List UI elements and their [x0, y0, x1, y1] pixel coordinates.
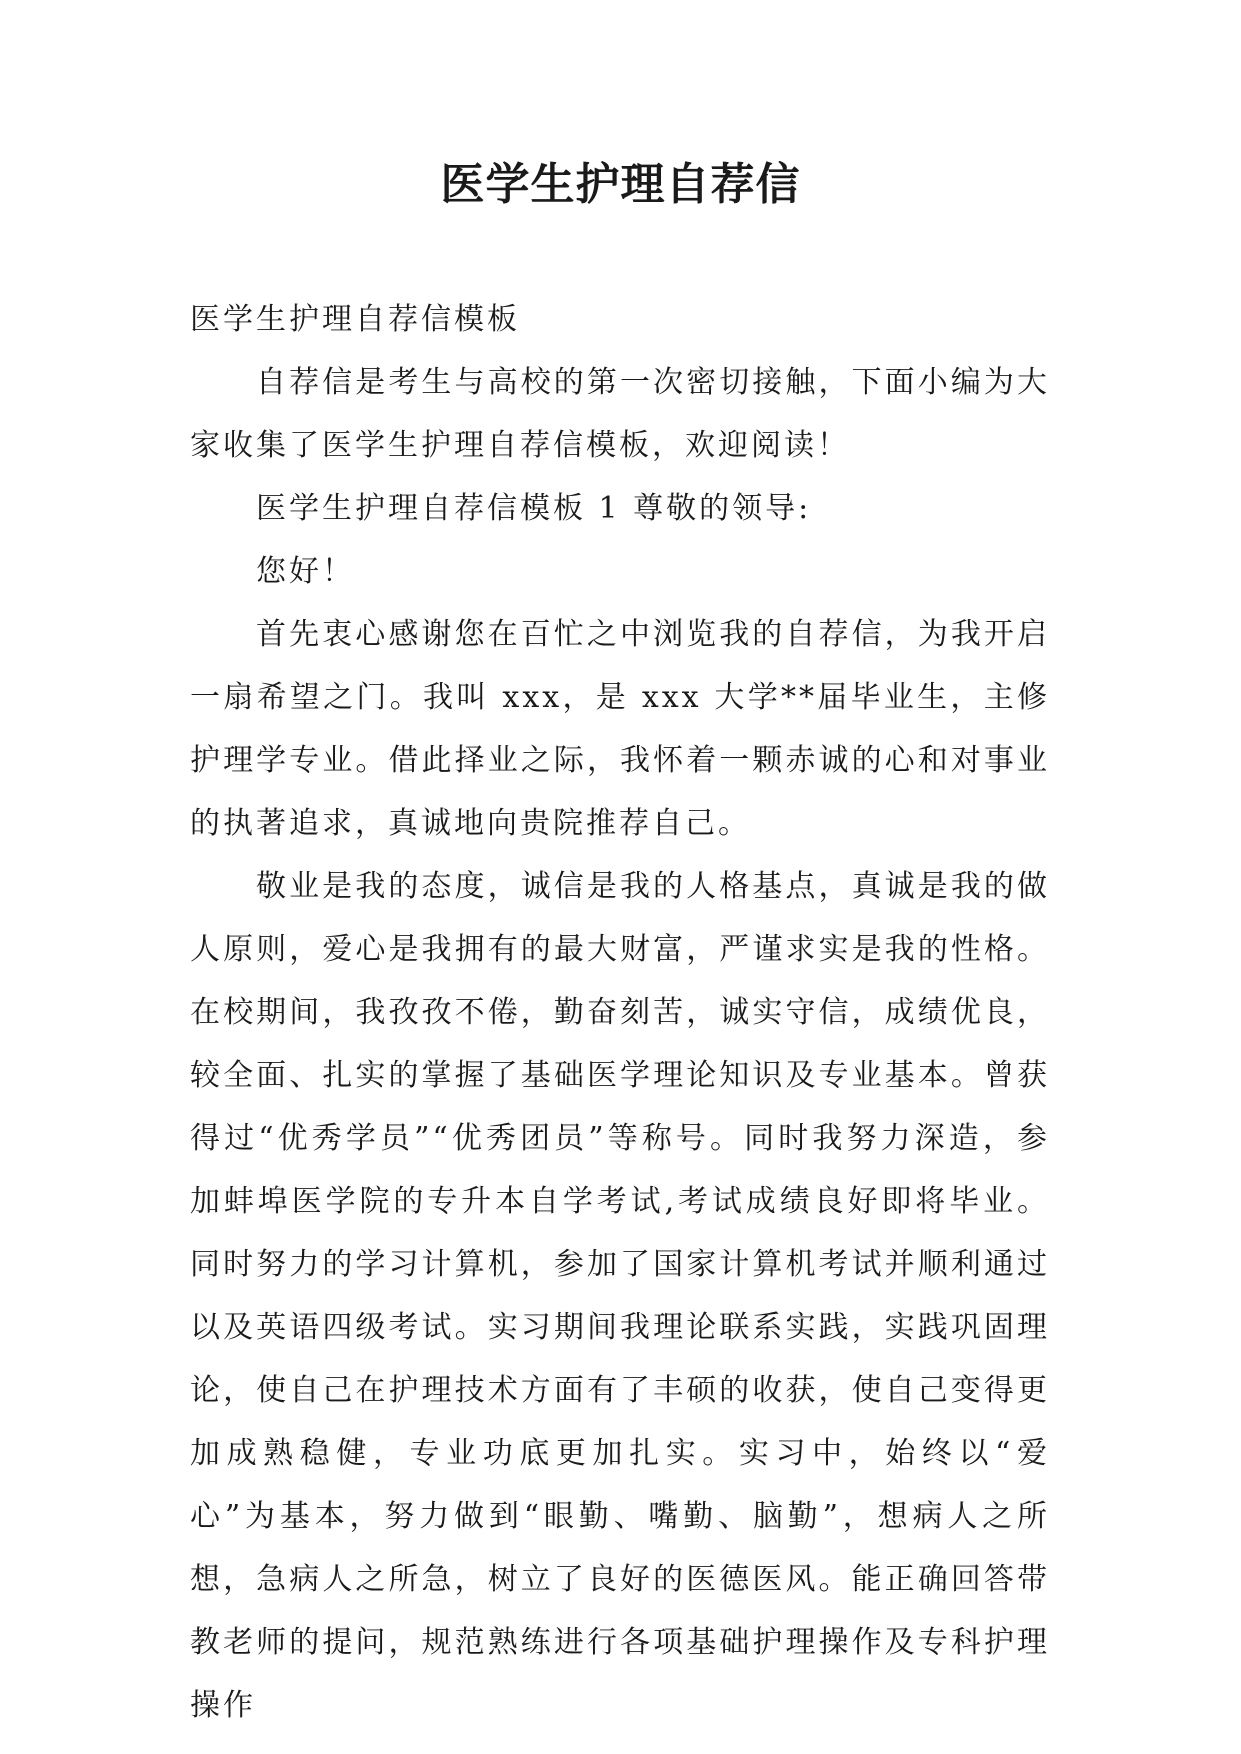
paragraph-salutation-heading: 医学生护理自荐信模板 1 尊敬的领导: [256, 491, 812, 526]
paragraph-intro: 自荐信是考生与高校的第一次密切接触，下面小编为大家收集了医学生护理自荐信模板，欢迎阅读！ [190, 365, 1050, 463]
document-title: 医学生护理自荐信 [440, 159, 801, 210]
paragraph-self-introduction: 首先衷心感谢您在百忙之中浏览我的自荐信，为我开启一扇希望之门。我叫 xxx，是 xxx 大学**届毕业生，主修护理学专业。借此择业之际，我怀着一颗赤诚的心和对事业的执著追求，真诚地向贵院推荐自己。 [190, 617, 1050, 841]
paragraph-qualifications: 敬业是我的态度，诚信是我的人格基点，真诚是我的做人原则，爱心是我拥有的最大财富，严谨求实是我的性格。在校期间，我孜孜不倦，勤奋刻苦，诚实守信，成绩优良，较全面、扎实的掌握了基础医学理论知识及专业基本。曾获得过“优秀学员”“优秀团员”等称号。同时我努力深造，参加蚌埠医学院的专升本自学考试,考试成绩良好即将毕业。同时努力的学习计算机，参加了国家计算机考试并顺利通过以及英语四级考试。实习期间我理论联系实践，实践巩固理论，使自己在护理技术方面有了丰硕的收获，使自己变得更加成熟稳健，专业功底更加扎实。实习中，始终以“爱心”为基本，努力做到“眼勤、嘴勤、脑勤”，想病人之所想，急病人之所急，树立了良好的医德医风。能正确回答带教老师的提问，规范熟练进行各项基础护理操作及专科护理操作 [190, 869, 1050, 1723]
document-body [190, 288, 1050, 1737]
document-subtitle: 医学生护理自荐信模板 [190, 302, 520, 337]
paragraph-greeting: 您好！ [256, 554, 355, 589]
